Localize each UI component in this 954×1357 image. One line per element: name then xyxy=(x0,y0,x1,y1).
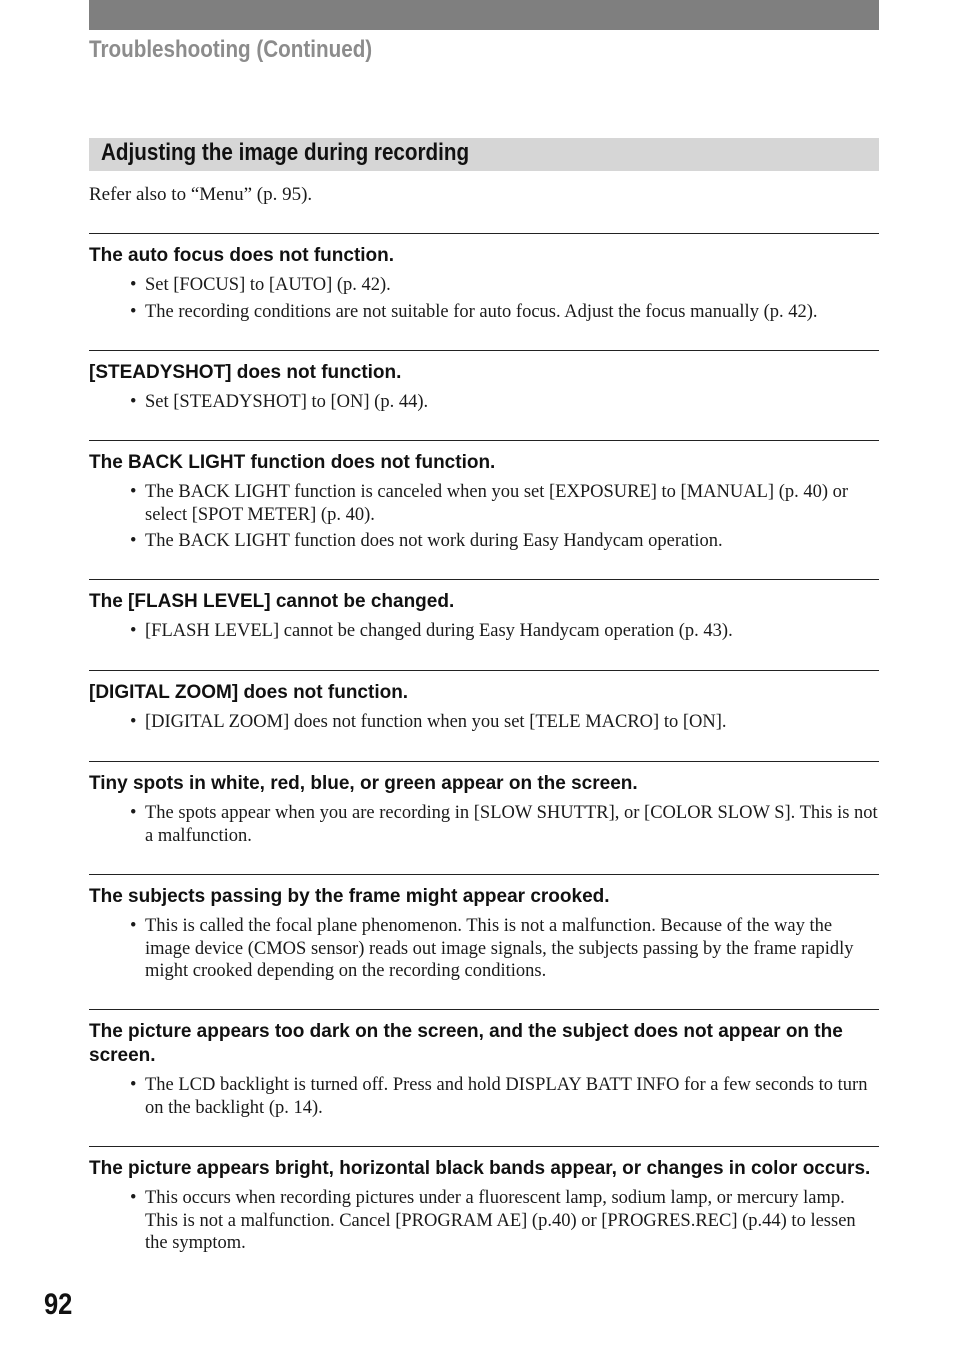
bullet-list xyxy=(89,1074,879,1119)
header-bar xyxy=(89,0,879,30)
bullet-list xyxy=(89,1187,879,1255)
bullet-item: • This occurs when recording pictures under a fluorescent lamp, sodium lamp, or mercury lamp. This is not a malfunction. Cancel [PROGRAM AE] (p.40) or [PROGRES.REC] (p.44) to lessen the symptom. xyxy=(89,1187,879,1255)
refer-note: Refer also to “Menu” (p. 95). xyxy=(89,184,313,205)
entry-title: The auto focus does not function. xyxy=(89,245,395,266)
bullet-item: • [DIGITAL ZOOM] does not function when you set [TELE MACRO] to [ON]. xyxy=(89,711,879,734)
bullet-item: • The BACK LIGHT function does not work during Easy Handycam operation. xyxy=(89,530,879,553)
bullet-item: • The spots appear when you are recording in [SLOW SHUTTR], or [COLOR SLOW S]. This is not a malfunction. xyxy=(89,802,879,847)
entry-crooked-subjects xyxy=(89,874,879,987)
entry-tiny-spots xyxy=(89,761,879,851)
bullet-item: • Set [FOCUS] to [AUTO] (p. 42). xyxy=(89,274,879,297)
bullet-item: • Set [STEADYSHOT] to [ON] (p. 44). xyxy=(89,391,879,414)
bullet-item: • [FLASH LEVEL] cannot be changed during Easy Handycam operation (p. 43). xyxy=(89,620,879,643)
bullet-list xyxy=(89,915,879,983)
section-heading-bar xyxy=(89,138,879,171)
entry-digital-zoom xyxy=(89,670,879,738)
entry-title: The picture appears too dark on the screen, and the subject does not appear on the screen. xyxy=(89,1021,843,1066)
running-head: Troubleshooting (Continued) xyxy=(89,36,373,63)
entry-title: Tiny spots in white, red, blue, or green appear on the screen. xyxy=(89,773,638,794)
bullet-item: • The BACK LIGHT function is canceled when you set [EXPOSURE] to [MANUAL] (p. 40) or select [SPOT METER] (p. 40). xyxy=(89,481,879,526)
bullet-list xyxy=(89,711,879,734)
bullet-list xyxy=(89,391,879,414)
entry-title: The BACK LIGHT function does not function. xyxy=(89,452,496,473)
entry-auto-focus xyxy=(89,233,879,327)
entry-title: [DIGITAL ZOOM] does not function. xyxy=(89,682,409,703)
entry-title: The subjects passing by the frame might appear crooked. xyxy=(89,886,610,907)
entry-title: [STEADYSHOT] does not function. xyxy=(89,362,402,383)
entry-title: The [FLASH LEVEL] cannot be changed. xyxy=(89,591,455,612)
entry-picture-too-dark xyxy=(89,1009,879,1123)
entry-flash-level xyxy=(89,579,879,647)
section-title: Adjusting the image during recording xyxy=(101,139,470,166)
bullet-item: • This is called the focal plane phenomenon. This is not a malfunction. Because of the way the image device (CMOS sensor) reads out image signals, the subjects passing by the frame rapidly might crooked depending on the recording conditions. xyxy=(89,915,879,983)
entry-steadyshot xyxy=(89,350,879,418)
entry-back-light xyxy=(89,440,879,557)
bullet-item: • The LCD backlight is turned off. Press and hold DISPLAY BATT INFO for a few seconds to turn on the backlight (p. 14). xyxy=(89,1074,879,1119)
bullet-list xyxy=(89,274,879,323)
bullet-item: • The recording conditions are not suitable for auto focus. Adjust the focus manually (p. 42). xyxy=(89,301,879,324)
page-number: 92 xyxy=(44,1288,73,1321)
entry-picture-bright xyxy=(89,1146,879,1259)
bullet-list xyxy=(89,802,879,847)
bullet-list xyxy=(89,620,879,643)
entry-title: The picture appears bright, horizontal black bands appear, or changes in color occurs. xyxy=(89,1158,871,1179)
bullet-list xyxy=(89,481,879,553)
